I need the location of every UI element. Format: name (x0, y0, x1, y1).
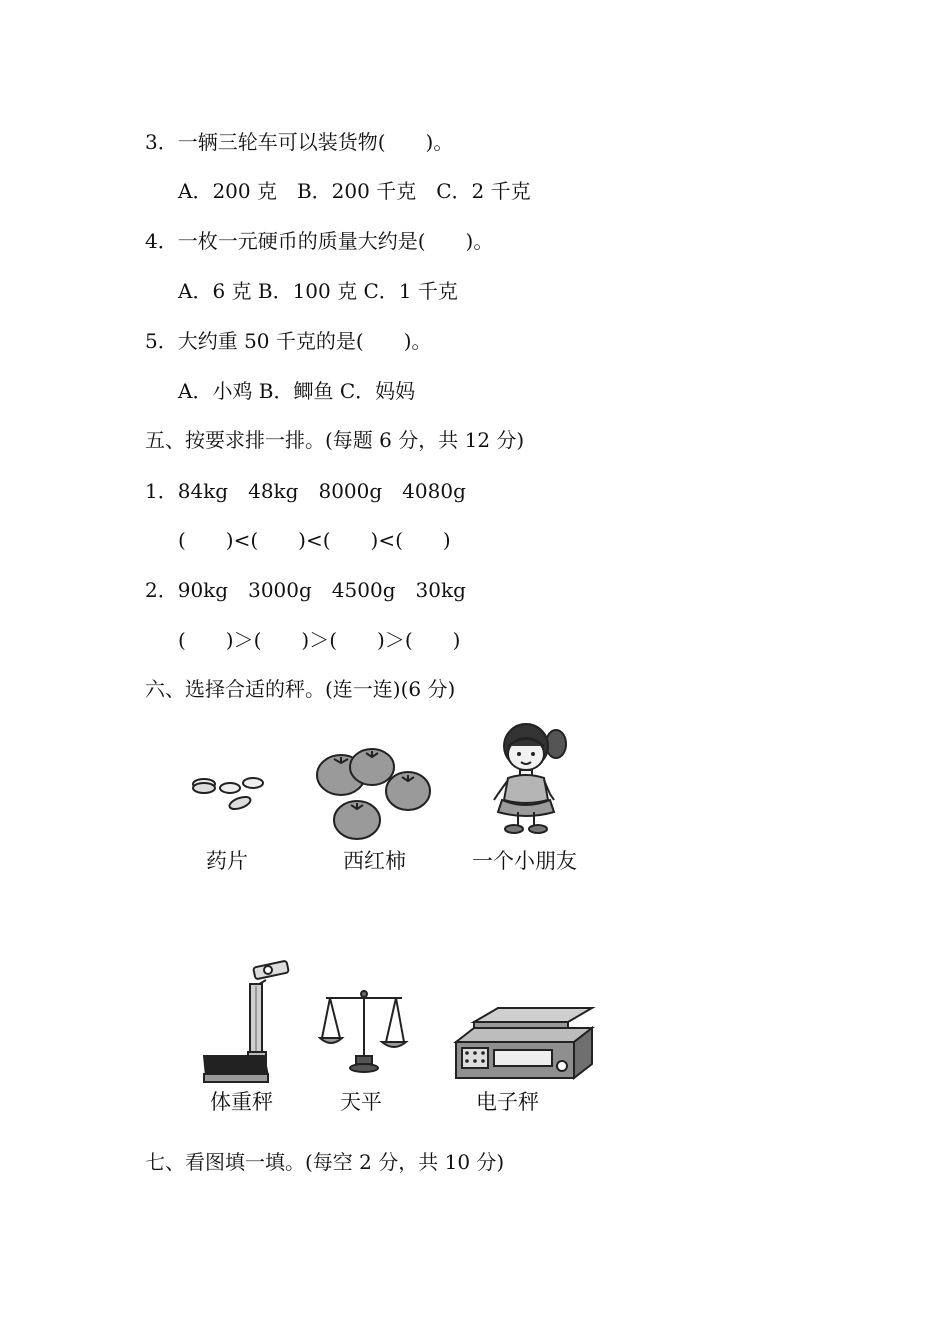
child-picture (490, 716, 570, 838)
electronic-scale-picture (452, 1004, 596, 1088)
section-5-question-2: 2．90kg 3000g 4500g 30kg (145, 578, 466, 602)
question-4-options: A．6 克 B．100 克 C．1 千克 (178, 279, 458, 303)
section-5-question-2-blanks: ( )＞( )＞( )＞( ) (178, 628, 461, 652)
section-5-heading: 五、按要求排一排。(每题 6 分，共 12 分) (145, 428, 525, 452)
balance-picture (318, 986, 410, 1074)
question-3-options: A．200 克 B．200 千克 C．2 千克 (178, 179, 531, 203)
section-7-heading: 七、看图填一填。(每空 2 分，共 10 分) (145, 1150, 505, 1174)
electronic-scale-label: 电子秤 (476, 1090, 539, 1114)
question-3: 3．一辆三轮车可以装货物( )。 (145, 130, 454, 154)
tomatoes-label: 西红柿 (343, 849, 406, 873)
tomatoes-picture (314, 747, 434, 842)
balance-label: 天平 (340, 1090, 382, 1114)
body-scale-label: 体重秤 (210, 1090, 273, 1114)
question-5: 5．大约重 50 千克的是( )。 (145, 329, 432, 353)
section-5-question-1: 1．84kg 48kg 8000g 4080g (145, 479, 466, 503)
body-scale-picture (196, 956, 296, 1088)
question-4: 4．一枚一元硬币的质量大约是( )。 (145, 229, 494, 253)
child-label: 一个小朋友 (472, 849, 577, 873)
pills-picture (188, 770, 268, 815)
section-6-heading: 六、选择合适的秤。(连一连)(6 分) (145, 677, 456, 701)
question-5-options: A．小鸡 B．鲫鱼 C．妈妈 (178, 379, 416, 403)
pills-label: 药片 (206, 849, 248, 873)
section-5-question-1-blanks: ( )<( )<( )<( ) (178, 528, 451, 552)
